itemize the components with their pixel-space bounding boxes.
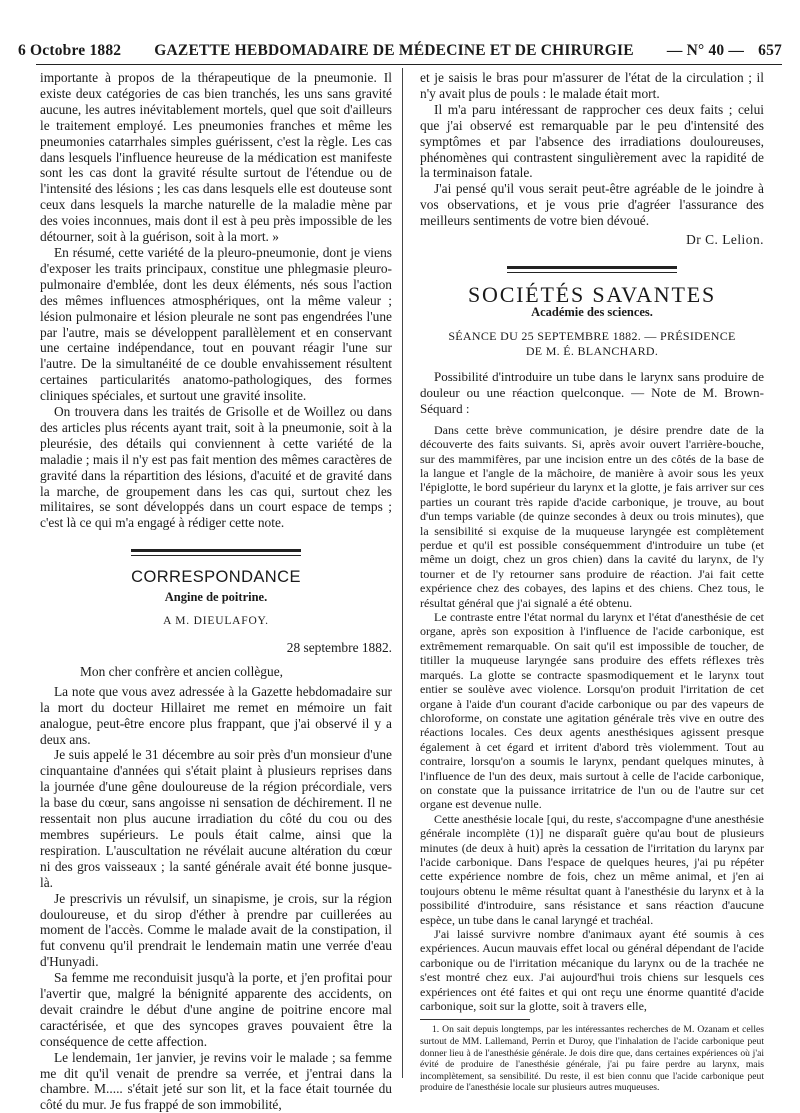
- left-paragraph-6: Je prescrivis un révulsif, un sinapisme, je crois, sur la région douloureuse, et du sirop d'éther à prendre par cuillerées au moment de l'accès. Comme le malade avait de la constipation, il fut convenu qu'il prendrait le lendemain matin une verrée d'eau d'Hunyadi.: [40, 890, 392, 970]
- section-rule: [131, 549, 301, 552]
- page-header: [18, 40, 782, 62]
- left-paragraph-2: En résumé, cette variété de la pleuro-pneumonie, dont je viens d'exposer les traits principaux, constitue une phlegmasie pleuro-pulmonaire d'emblée, dont les deux éléments, nés sous l'action des mêmes influences atmosphériques, ont la même valeur ; lésion pulmonaire et lésion pleurale ne sont pas engendrées l'une par l'autre, mais se développent parallèlement et en conservant une certaine indépendance, tout en pouvant réagir l'une sur l'autre. De la simultanéité de ce double envahissement résultent certaines particularités anatomo-pathologiques, des formes cliniques spéciales, et surtout une gravité insolite.: [40, 244, 392, 404]
- left-column: [40, 70, 392, 1113]
- section-subtitle: Angine de poitrine.: [164, 590, 268, 605]
- column-divider: [402, 68, 403, 1078]
- right-paragraph-2: Il m'a paru intéressant de rapprocher ces deux faits ; celui que j'ai observé est remarquable par le peu d'intensité des symptômes et par l'absence des irradiations douloureuses, phénomènes qui contrastent singulièrement avec la rapidité de la terminaison fatale.: [420, 101, 764, 181]
- session-heading-line-1: SÉANCE DU 25 SEPTEMBRE 1882. — PRÉSIDENCE: [448, 328, 736, 343]
- footnote: 1. On sait depuis longtemps, par les intéressantes recherches de M. Ozanam et celles surtout de MM. Lallemand, Perrin et Duroy, que l'inhalation de l'acide carbonique peut donner lieu à de l'anesthésie générale. Je dois dire que, dans certaines expériences où j'ai évité de produire de l'anesthésie générale, j'ai pu faire perdre au larynx, mais incomplètement, sa sensibilité. Du reste, il est bien connu que l'acide carbonique peut produire de l'anesthésie locale sur plusieurs autres muqueuses.: [420, 1024, 764, 1094]
- header-rule: [36, 64, 782, 65]
- left-paragraph-3: On trouvera dans les traités de Grisolle et de Woillez ou dans des articles plus récents ayant trait, soit à la pneumonie, soit à la pleurésie, des détails qui conviennent à cette variété de la maladie ; mais il n'y est pas fait mention des mêmes caractères de gravité dans la répartition des lésions, d'acuité et de gravité dans la marche, de groupement dans les cas qui, surtout chez les militaires, se sont développés dans un court espace de temps ; c'est là ce qui m'a engagé à rédiger cette note.: [40, 404, 392, 531]
- header-right: [667, 42, 782, 60]
- academy-subtitle: Académie des sciences.: [531, 304, 653, 319]
- session-heading-line-2: DE M. É. BLANCHARD.: [525, 343, 659, 358]
- letter-addressee: A M. DIEULAFOY.: [163, 615, 269, 628]
- right-paragraph-5: Le contraste entre l'état normal du larynx et l'état d'anesthésie de cet organe, après son exposition à l'influence de l'acide carbonique, est extrêmement remarquable. On sait qu'il est impossible de toucher, de titiller la muqueuse laryngée sans produire des effets réflexes très marqués. La glotte se contracte spasmodiquement et le larynx tout entier se soulève avec violence. Lorsqu'on produit l'irritation de cet organe à l'aide d'un courant d'acide carbonique ou par des vapeurs de chloroforme, on constate une agitation générale très vive en outre des réactions locales. Ces deux agents anesthésiques agissent presque également à cet égard et irritent d'abord très violemment. Tout au contraire, lorsqu'on a soumis le larynx, pendant quelques minutes, à l'influence de l'un des deux, mais surtout à celle de l'acide carbonique, on constate que la puissance irritatrice de l'un ou de l'autre sur cet organe est devenue nulle.: [420, 610, 764, 812]
- note-title: Possibilité d'introduire un tube dans le larynx sans produire de douleur ou une réaction quelconque. — Note de M. Brown-Séquard :: [420, 368, 764, 416]
- right-column: [420, 70, 764, 1094]
- footnote-rule: [420, 1019, 530, 1020]
- header-page-number: 657: [758, 42, 782, 59]
- letter-salutation: Mon cher confrère et ancien collègue,: [80, 663, 283, 679]
- left-paragraph-7: Sa femme me reconduisit jusqu'à la porte, et j'en profitai pour l'avertir que, malgré la bénignité apparente des accidents, on devait craindre le début d'une angine de poitrine encore mal caractérisée, et que des syncopes graves pouvaient être la conséquence de cette affection.: [40, 970, 392, 1049]
- left-paragraph-1: importante à propos de la thérapeutique de la pneumonie. Il existe deux catégories de cas bien tranchés, les uns sans gravité aucune, les autres inévitablement mortels, quel que soit d'ailleurs le traitement employé. Les pneumonies franches et même les pneumonies catarrhales simples guérissent, c'est la règle. Les cas dans lesquels l'influence heureuse de la médication est manifeste sont les cas dont la gravité résulte surtout de l'étendue ou de l'intensité des lésions ; les cas dans lesquels elle est douteuse sont ceux dans lesquels la marche naturelle de la maladie mène par des voies inconnues, mais dont il est à peu près impossible de les détourner, soit à la guérison, soit à la mort. »: [40, 70, 392, 245]
- header-title: GAZETTE HEBDOMADAIRE DE MÉDECINE ET DE CHIRURGIE: [154, 42, 634, 59]
- note-body: [420, 423, 764, 1014]
- header-issue: — N° 40 —: [666, 42, 745, 59]
- session-heading: [420, 329, 764, 359]
- right-paragraph-3: J'ai pensé qu'il vous serait peut-être agréable de le joindre à vos observations, et je vous prie d'agréer l'assurance des meilleurs sentiments de votre bien dévoué.: [420, 181, 764, 229]
- right-paragraph-7: J'ai laissé survivre nombre d'animaux ayant été soumis à ces expériences. Aucun mauvais effet local ou général dépendant de l'acide carbonique ou de l'irritation mécanique du larynx ou de la trachée ne s'est montré chez eux. J'ai aujourd'hui trois chiens sur lesquels ces expériences ont été faites et qui ont reçu une énorme quantité d'acide carbonique, soit sur la glotte, soit à travers elle,: [420, 927, 764, 1014]
- section-rule-2: [507, 266, 677, 269]
- right-paragraph-1: et je saisis le bras pour m'assurer de l'état de la circulation ; il n'y avait plus de pouls : le malade était mort.: [420, 70, 764, 101]
- section-title: CORRESPONDANCE: [131, 568, 301, 587]
- left-paragraph-5: Je suis appelé le 31 décembre au soir près d'un monsieur d'une cinquantaine d'années qui s'était plaint à plusieurs reprises dans la journée d'une gêne douloureuse de la région précordiale, vers la base du cœur, sans angoisse ni sensation de déchirement. Il ne ressentait non plus aucune irradiation du côté du cou ou des membres supérieurs. Le pouls était calme, ainsi que la respiration. L'auscultation ne révélait aucune altération du cœur ni des gros vaisseaux ; la santé générale avait été bonne jusque-là.: [40, 747, 392, 890]
- societies-title: SOCIÉTÉS SAVANTES: [467, 281, 716, 307]
- left-paragraph-8: Le lendemain, 1er janvier, je revins voir le malade ; sa femme me dit qu'il venait de prendre sa verrée, et j'entrai dans la chambre. M..... s'était jeté sur son lit, et la face était tournée du côté du mur. Je fus frappé de son immobilité,: [40, 1049, 392, 1113]
- letter-date: 28 septembre 1882.: [286, 640, 392, 655]
- header-date: 6 Octobre 1882: [18, 42, 122, 59]
- right-paragraph-6: Cette anesthésie locale [qui, du reste, s'accompagne d'une anesthésie générale incomplète (1)] ne disparaît guère qu'au bout de plusieurs minutes (de deux à huit) après la cessation de l'irritation du larynx par l'acide carbonique. Dans l'espace de quelques heures, j'ai pu répéter cette expérience nombre de fois, chez un même animal, et j'en ai toujours obtenu le même résultat quant à l'anesthésie du larynx et à la possibilité d'introduire, sans résistance et sans réaction d'aucune espèce, un tube dans le canal laryngé et trachéal.: [420, 811, 764, 927]
- letter-signature: Dr C. Lelion.: [686, 232, 764, 248]
- right-paragraph-4: Dans cette brève communication, je désire prendre date de la découverte des faits suivants. Si, après avoir ouvert l'arrière-bouche, sur des mammifères, par une incision entre un des côtés de la base de la langue et l'angle de la mâchoire, de manière à avoir sous les yeux l'épiglotte, le bord supérieur du larynx et la glotte, je fais arriver sur ces parties un courant très rapide d'acide carbonique, je trouve, au bout d'un temps variable (de quinze secondes à deux ou trois minutes), que la sensibilité si exquise de la muqueuse laryngée est complètement perdue et qu'il est possible conséquemment d'introduire un tube (et même un doigt, chez un gros chien) dans la cavité du larynx, de l'y tourner et de l'y retourner sans produire de réaction. J'ai fait cette expérience chez des cobayes, des lapins et des chiens. Chez tous, le résultat général que j'ai signalé a été obtenu.: [420, 422, 764, 610]
- left-paragraph-4: La note que vous avez adressée à la Gazette hebdomadaire sur la mort du docteur Hillairet me remet en mémoire un fait analogue, peut-être encore plus frappant, que j'ai observé il y a deux ans.: [40, 683, 392, 747]
